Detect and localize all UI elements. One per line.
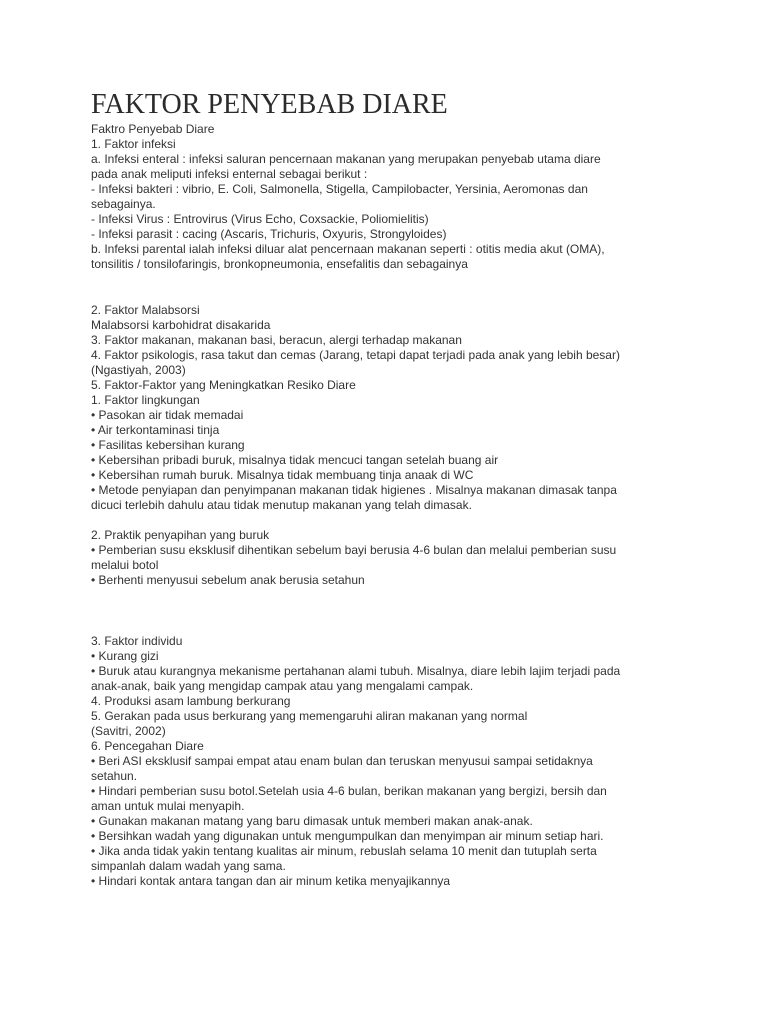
text-line: sebagainya. xyxy=(91,197,156,212)
text-line: 4. Faktor psikologis, rasa takut dan cemas (Jarang, tetapi dapat terjadi pada anak yang lebih besar) xyxy=(91,347,620,362)
text-line: Faktro Penyebab Diare xyxy=(91,122,215,136)
text-line: a. Infeksi enteral : infeksi saluran pencernaan makanan yang merupakan penyebab utama diare xyxy=(91,152,601,167)
text-line: Malabsorsi karbohidrat disakarida xyxy=(91,317,271,332)
blank-line xyxy=(91,588,681,603)
text-line: 5. Faktor-Faktor yang Meningkatkan Resiko Diare xyxy=(91,377,356,392)
text-line: • Metode penyiapan dan penyimpanan makanan tidak higienes . Misalnya makanan dimasak tanpa xyxy=(91,483,617,498)
text-line: pada anak meliputi infeksi enternal sebagai berikut : xyxy=(91,167,368,182)
text-line: 2. Faktor Malabsorsi xyxy=(91,302,200,317)
text-line: dicuci terlebih dahulu atau tidak menutup makanan yang telah dimasak. xyxy=(91,498,472,513)
text-line: • Berhenti menyusui sebelum anak berusia setahun xyxy=(91,573,365,588)
blank-line xyxy=(91,619,681,634)
text-line: • Pasokan air tidak memadai xyxy=(91,407,244,422)
text-line: • Kebersihan pribadi buruk, misalnya tidak mencuci tangan setelah buang air xyxy=(91,453,499,468)
document-body xyxy=(91,122,681,889)
text-line: • Beri ASI eksklusif sampai empat atau enam bulan dan teruskan menyusui sampai setidaknya xyxy=(91,753,593,768)
text-line: tonsilitis / tonsilofaringis, bronkopneumonia, ensefalitis dan sebagainya xyxy=(91,257,468,272)
text-line: (Savitri, 2002) xyxy=(91,723,166,738)
text-line: • Air terkontaminasi tinja xyxy=(91,422,220,437)
text-line: 3. Faktor makanan, makanan basi, beracun, alergi terhadap makanan xyxy=(91,332,462,347)
text-line: melalui botol xyxy=(91,558,159,573)
text-line: 1. Faktor infeksi xyxy=(91,137,176,152)
text-line: aman untuk mulai menyapih. xyxy=(91,799,245,814)
text-line: setahun. xyxy=(91,769,138,784)
text-line: • Bersihkan wadah yang digunakan untuk mengumpulkan dan menyimpan air minum setiap hari. xyxy=(91,829,604,844)
text-line: • Gunakan makanan matang yang baru dimasak untuk memberi makan anak-anak. xyxy=(91,814,533,829)
text-line: b. Infeksi parental ialah infeksi diluar alat pencernaan makanan seperti : otitis media akut (OMA), xyxy=(91,242,605,257)
text-line: 2. Praktik penyapihan yang buruk xyxy=(91,528,270,543)
text-line: (Ngastiyah, 2003) xyxy=(91,362,186,377)
text-line: 4. Produksi asam lambung berkurang xyxy=(91,693,291,708)
text-line: - Infeksi Virus : Entrovirus (Virus Echo, Coxsackie, Poliomielitis) xyxy=(91,212,429,227)
text-line: - Infeksi parasit : cacing (Ascaris, Trichuris, Oxyuris, Strongyloides) xyxy=(91,227,447,242)
text-line: 6. Pencegahan Diare xyxy=(91,738,204,753)
text-line: - Infeksi bakteri : vibrio, E. Coli, Salmonella, Stigella, Campilobacter, Yersinia, Aeromonas dan xyxy=(91,182,588,197)
blank-line xyxy=(91,513,681,528)
text-line: anak-anak, baik yang mengidap campak atau yang mengalami campak. xyxy=(91,678,474,693)
page-title: FAKTOR PENYEBAB DIARE xyxy=(91,89,448,120)
text-line: simpanlah dalam wadah yang sama. xyxy=(91,859,286,874)
text-line: • Hindari kontak antara tangan dan air minum ketika menyajikannya xyxy=(91,874,451,889)
text-line: • Hindari pemberian susu botol.Setelah usia 4-6 bulan, berikan makanan yang bergizi, bersih dan xyxy=(91,784,607,799)
blank-line xyxy=(91,604,681,619)
blank-line xyxy=(91,288,681,303)
text-line: • Kurang gizi xyxy=(91,648,159,663)
text-line: 5. Gerakan pada usus berkurang yang memengaruhi aliran makanan yang normal xyxy=(91,708,528,723)
text-line: • Pemberian susu eksklusif dihentikan sebelum bayi berusia 4-6 bulan dan melalui pemberian susu xyxy=(91,543,617,558)
text-line: • Kebersihan rumah buruk. Misalnya tidak membuang tinja anaak di WC xyxy=(91,468,474,483)
text-line: • Jika anda tidak yakin tentang kualitas air minum, rebuslah selama 10 menit dan tutuplah serta xyxy=(91,844,597,859)
text-line: • Fasilitas kebersihan kurang xyxy=(91,437,245,452)
text-line: 3. Faktor individu xyxy=(91,633,183,648)
text-line: 1. Faktor lingkungan xyxy=(91,392,200,407)
text-line: • Buruk atau kurangnya mekanisme pertahanan alami tubuh. Misalnya, diare lebih lajim terjadi pada xyxy=(91,663,621,678)
blank-line xyxy=(91,272,681,287)
